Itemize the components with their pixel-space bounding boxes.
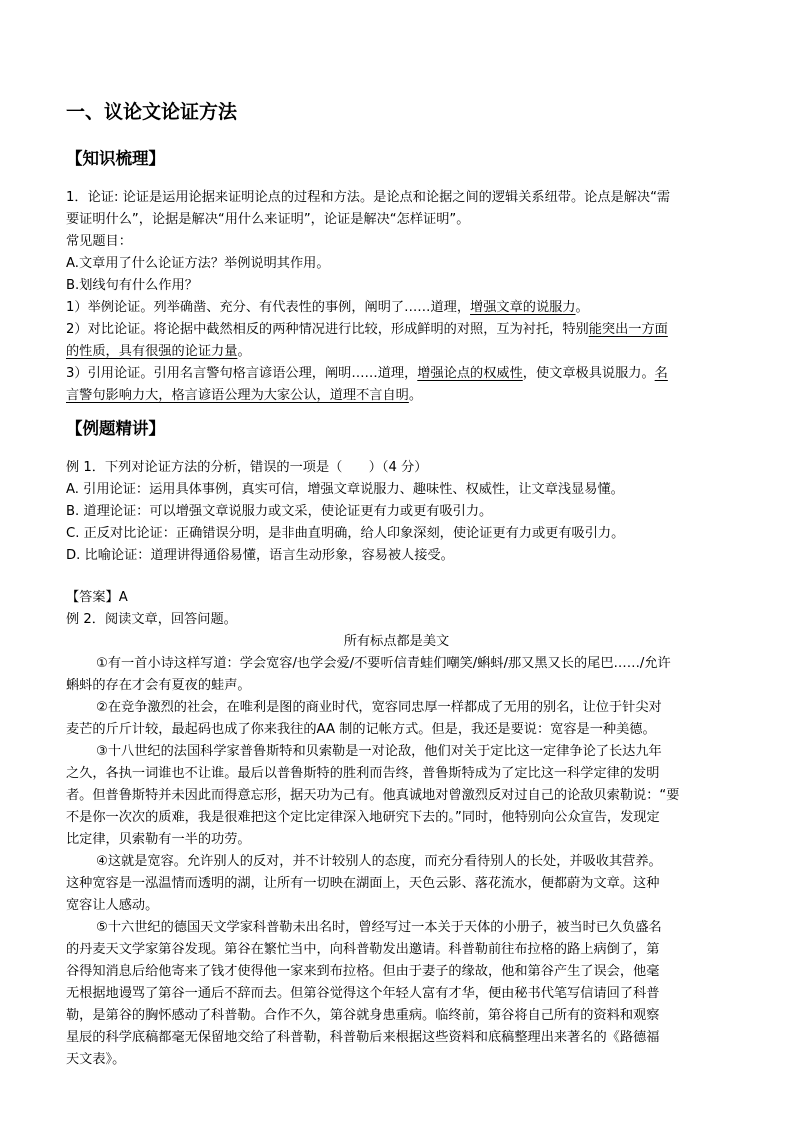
article-paragraph-line: 比定律，贝索勒有一半的功劳。 <box>66 832 251 847</box>
method-text: ，使文章极具说服力。 <box>522 366 655 381</box>
question-b: B.划线句有什么作用？ <box>66 278 198 293</box>
article-paragraph-line: 宽容让人感动。 <box>66 898 159 913</box>
example1-option-a: A. 引用论证：运用具体事例，真实可信，增强文章说服力、趣味性、权威性，让文章浅显易懂。 <box>66 482 624 497</box>
article-title: 所有标点都是美文 <box>343 634 450 649</box>
underlined-text: 名 <box>654 366 668 381</box>
article-paragraph-line: 者。但普鲁斯特并未因此而得意忘形，据天功为己有。他真诚地对曾激烈反对过自己的论敌贝索勒说：“要 <box>66 788 680 803</box>
method-text: 1）举例论证。列举确凿、充分、有代表性的事例，阐明了……道理， <box>66 300 471 315</box>
article-paragraph-line: 无根据地谩骂了第谷一通后不辞而去。但第谷觉得这个年轻人富有才华，便由秘书代笔写信请回了科普 <box>66 986 660 1001</box>
article-paragraph-line: ②在竞争激烈的社会，在唯利是图的商业时代，宽容同忠厚一样都成了无用的别名，让位于针尖对 <box>96 700 662 715</box>
article-paragraph-line: ⑤十六世纪的德国天文学家科普勒未出名时，曾经写过一本关于天体的小册子，被当时已久负盛名 <box>96 920 662 935</box>
article-paragraph-line: 不是你一次次的质难，我是很难把这个定比定律深入地研究下去的。”同时，他特别向公众宣告，发现定 <box>66 810 660 825</box>
example1-option-b: B. 道理论证：可以增强文章说服力或文采，使论证更有力或更有吸引力。 <box>66 504 493 519</box>
underlined-text: 的性质，具有很强的论证力量 <box>66 344 238 359</box>
underlined-text: 能突出一方面 <box>588 322 668 337</box>
method-citation-argument <box>66 363 668 385</box>
section-heading-examples: 【例题精讲】 <box>66 419 165 438</box>
article-paragraph-line: 星辰的科学底稿都毫无保留地交给了科普勒，科普勒后来根据这些资料和底稿整理出来著名的《路德福 <box>66 1030 660 1045</box>
section-heading-knowledge: 【知识梳理】 <box>66 149 165 168</box>
paragraph-line: 1．论证: 论证是运用论据来证明论点的过程和方法。是论点和论据之间的逻辑关系纽带。论点是解决“需 <box>66 190 671 205</box>
common-questions-label: 常见题目： <box>66 234 132 249</box>
article-paragraph-line: 麦芒的斤斤计较，最起码也成了你来我往的AA 制的记帐方式。但是，我还是要说：宽容是一种美德。 <box>66 722 656 737</box>
paragraph-line: 要证明什么”，论据是解决“用什么来证明”，论证是解决“怎样证明”。 <box>66 212 470 227</box>
underlined-text: 增强文章的说服力 <box>470 300 576 315</box>
underlined-text: 增强论点的权威性 <box>417 366 523 381</box>
article-paragraph-line: ④这就是宽容。允许别人的反对，并不计较别人的态度，而充分看待别人的长处，并吸收其营养。 <box>96 854 662 869</box>
article-paragraph-line: 这种宽容是一泓温情而透明的湖，让所有一切映在湖面上，天色云影、落花流水，便都蔚为文章。这种 <box>66 876 660 891</box>
method-text: 3）引用论证。引用名言警句格言谚语公理，阐明……道理， <box>66 366 418 381</box>
underlined-text: 言警句影响力大，格言谚语公理为大家公认，道理不言自明 <box>66 388 409 403</box>
method-text: 。 <box>575 300 589 315</box>
method-text: 。 <box>237 344 251 359</box>
method-contrast-argument-cont <box>66 341 251 363</box>
method-citation-argument-cont <box>66 385 422 407</box>
answer: 【答案】A <box>66 590 128 605</box>
method-text: 2）对比论证。将论据中截然相反的两种情况进行比较，形成鲜明的对照，互为衬托，特别 <box>66 322 589 337</box>
example1-option-c: C. 正反对比论证：正确错误分明，是非曲直明确，给人印象深刻，使论证更有力或更有吸引力。 <box>66 526 625 541</box>
article-paragraph-line: ①有一首小诗这样写道：学会宽容/也学会爱/不要听信青蛙们嘲笑/蝌蚪/那又黑又长的尾巴……/允许 <box>96 656 671 671</box>
question-a: A.文章用了什么论证方法？举例说明其作用。 <box>66 256 330 271</box>
article-paragraph-line: 谷得知消息后给他寄来了钱才使得他一家来到布拉格。但由于妻子的缘故，他和第谷产生了误会，他毫 <box>66 964 660 979</box>
example1-option-d: D. 比喻论证：道理讲得通俗易懂，语言生动形象，容易被人接受。 <box>66 548 454 563</box>
article-paragraph-line: ③十八世纪的法国科学家普鲁斯特和贝索勒是一对论敌，他们对关于定比这一定律争论了长达九年 <box>96 744 662 759</box>
page-title: 一、议论文论证方法 <box>66 101 238 123</box>
example1-stem: 例 1．下列对论证方法的分析，错误的一项是（ ）（4 分） <box>66 460 428 475</box>
article-paragraph-line: 天文表》。 <box>66 1052 126 1067</box>
article-paragraph-line: 勒，是第谷的胸怀感动了科普勒。合作不久，第谷就身患重病。临终前，第谷将自己所有的资料和观察 <box>66 1008 660 1023</box>
method-text: 。 <box>408 388 423 403</box>
article-paragraph-line: 蝌蚪的存在才会有夏夜的蛙声。 <box>66 678 251 693</box>
method-example-argument <box>66 297 589 319</box>
method-contrast-argument <box>66 319 668 341</box>
article-paragraph-line: 的丹麦天文学家第谷发现。第谷在繁忙当中，向科普勒发出邀请。科普勒前往布拉格的路上病倒了，第 <box>66 942 660 957</box>
article-paragraph-line: 之久，各执一词谁也不让谁。最后以普鲁斯特的胜利而告终，普鲁斯特成为了定比这一科学定律的发明 <box>66 766 660 781</box>
example2-stem: 例 2．阅读文章，回答问题。 <box>66 612 237 627</box>
